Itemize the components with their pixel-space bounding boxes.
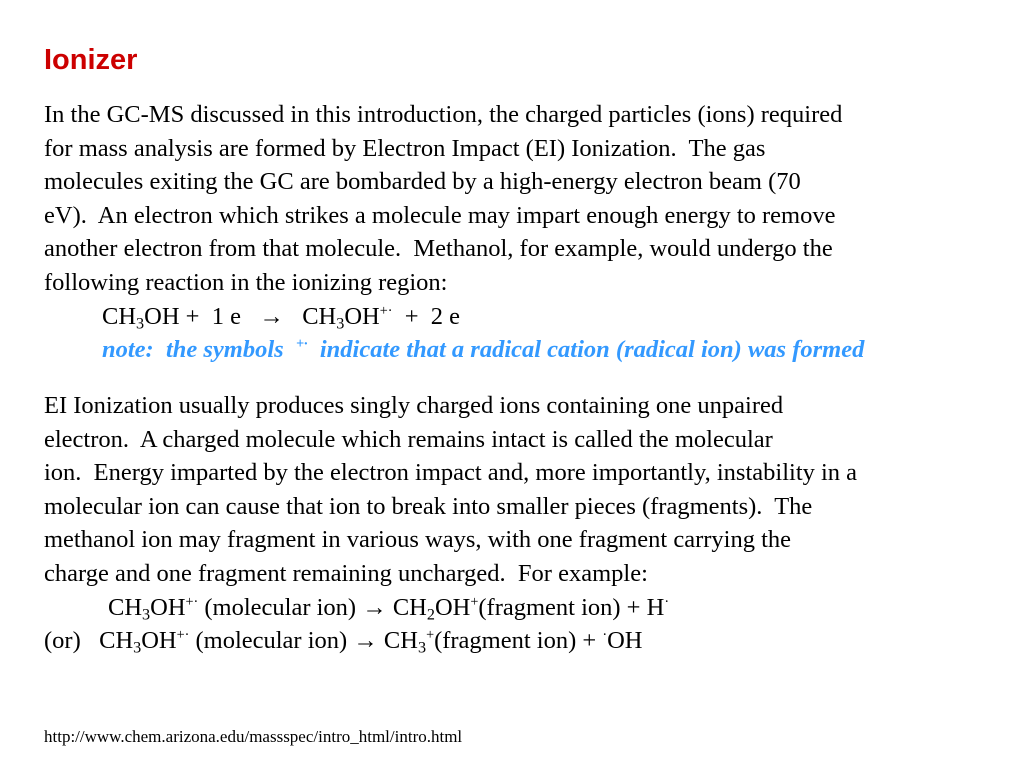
text-line: ion. Energy imparted by the electron impact and, more importantly, instability in a (44, 459, 858, 487)
source-url: http://www.chem.arizona.edu/massspec/intro_html/intro.html (44, 727, 463, 746)
ionization-reaction-equation (44, 300, 994, 334)
text-line: following reaction in the ionizing region: (44, 268, 448, 296)
equation-text: CH (102, 302, 137, 330)
subscript: 3 (142, 606, 151, 624)
equation-text: (fragment ion) + (434, 627, 603, 655)
fragmentation-equation-2 (44, 624, 994, 658)
superscript: +· (379, 302, 393, 319)
note-text: note: the symbols (102, 336, 296, 364)
superscript: +· (185, 593, 199, 610)
superscript: + (426, 627, 435, 644)
fragmentation-paragraph-block (44, 389, 994, 658)
text-line: eV). An electron which strikes a molecule may impart enough energy to remove (44, 201, 836, 229)
equation-text: OH (141, 627, 177, 655)
subscript: 3 (336, 315, 345, 333)
superscript: +· (176, 627, 190, 644)
equation-text: (or) CH (44, 627, 134, 655)
text-line: another electron from that molecule. Methanol, for example, would undergo the (44, 235, 833, 263)
equation-text: OH (607, 627, 643, 655)
text-line: molecular ion can cause that ion to break into smaller pieces (fragments). The (44, 492, 813, 520)
radical-cation-note (44, 333, 994, 367)
superscript: + (470, 593, 479, 610)
subscript: 3 (136, 315, 145, 333)
equation-text: (molecular ion) → CH (189, 627, 418, 655)
text-line: molecules exiting the GC are bombarded by a high-energy electron beam (70 (44, 168, 801, 196)
equation-text: OH (344, 302, 380, 330)
equation-text: OH (434, 593, 471, 621)
text-line: EI Ionization usually produces singly charged ions containing one unpaired (44, 392, 784, 419)
text-line: In the GC-MS discussed in this introduction, the charged particles (ions) required (44, 101, 843, 128)
equation-text: OH (150, 593, 186, 621)
slide-title: Ionizer (44, 44, 138, 76)
superscript: +· (295, 336, 308, 353)
subscript: 3 (417, 639, 427, 657)
text-line: for mass analysis are formed by Electron Impact (EI) Ionization. The gas (44, 134, 766, 162)
subscript: 2 (426, 606, 435, 624)
superscript: · (602, 627, 608, 644)
equation-text: (fragment ion) + H (478, 593, 665, 621)
text-line: electron. A charged molecule which remains intact is called the molecular (44, 425, 773, 453)
superscript: · (664, 593, 670, 610)
fragmentation-equation-1 (44, 591, 994, 625)
subscript: 3 (133, 639, 142, 657)
equation-text: CH (108, 593, 143, 621)
equation-text: (molecular ion) → CH (198, 593, 427, 621)
equation-text: OH + 1 e → CH (144, 302, 337, 330)
text-line: methanol ion may fragment in various ways, with one fragment carrying the (44, 526, 792, 554)
text-line: charge and one fragment remaining uncharged. For example: (44, 559, 648, 587)
equation-text: + 2 e (392, 302, 461, 330)
note-text: indicate that a radical cation (radical ion) was formed (307, 336, 865, 364)
intro-paragraph-block (44, 98, 994, 367)
